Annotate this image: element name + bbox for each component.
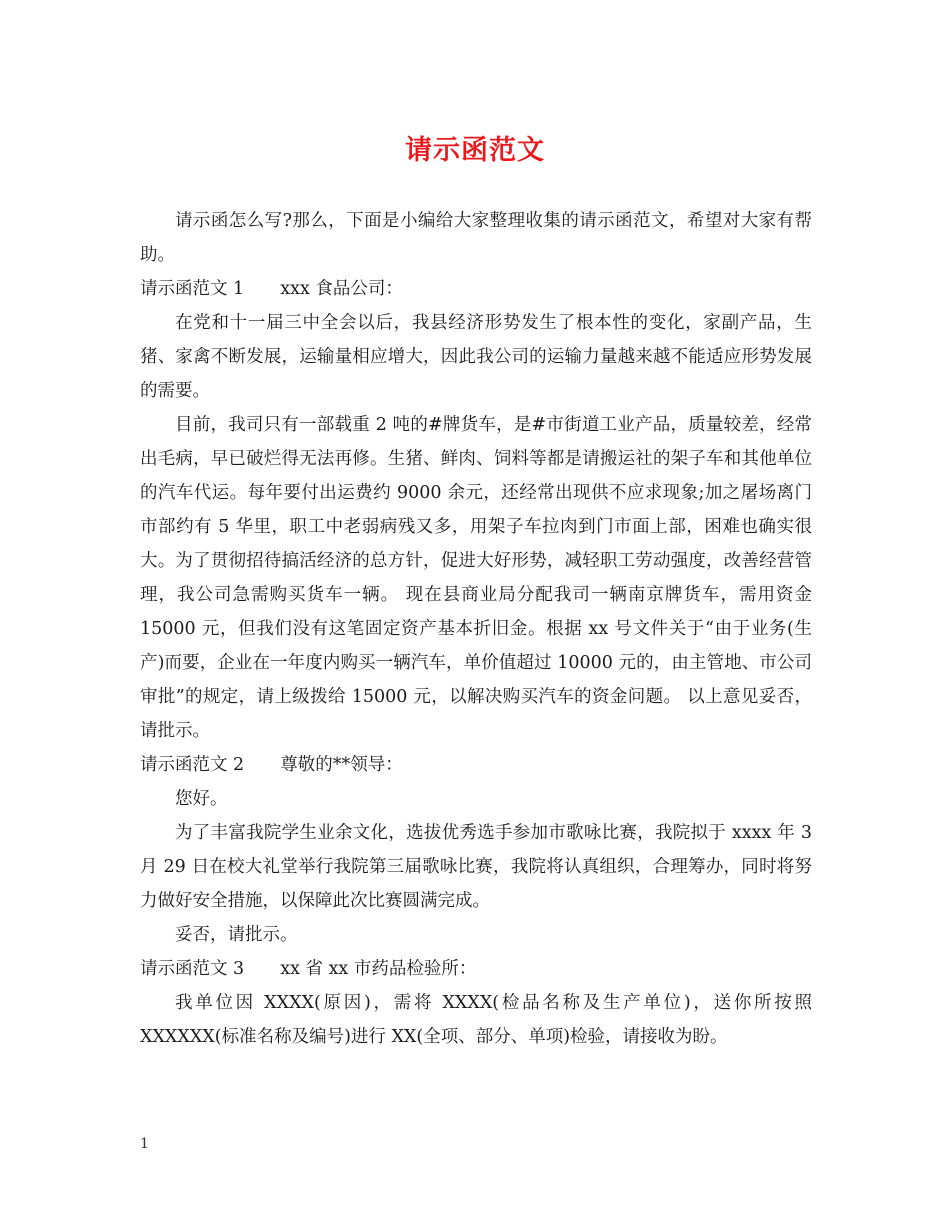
sample-3-label: 请示函范文 3 <box>140 959 245 979</box>
sample-2-closing: 妥否，请批示。 <box>175 925 298 945</box>
document-body <box>140 204 812 1054</box>
sample-3-paragraph-1: 我单位因 XXXX(原因)，需将 XXXX(检品名称及生产单位)，送你所按照 XXXXXX(标准名称及编号)进行 XX(全项、部分、单项)检验，请接收为盼。 <box>140 993 812 1047</box>
sample-1-addressee: xxx 食品公司： <box>280 279 403 299</box>
sample-1-heading <box>140 272 812 306</box>
sample-2-paragraph-1: 为了丰富我院学生业余文化，选拔优秀选手参加市歌咏比赛，我院拟于 xxxx 年 3 月 29 日在校大礼堂举行我院第三届歌咏比赛，我院将认真组织，合理筹办，同时将努力做好安全措施，以保障此次比赛圆满完成。 <box>140 823 812 911</box>
sample-1-paragraph-1: 在党和十一届三中全会以后，我县经济形势发生了根本性的变化，家副产品，生猪、家禽不断发展，运输量相应增大，因此我公司的运输力量越来越不能适应形势发展的需要。 <box>140 313 812 401</box>
intro-paragraph: 请示函怎么写?那么，下面是小编给大家整理收集的请示函范文，希望对大家有帮助。 <box>140 211 812 265</box>
sample-1-label: 请示函范文 1 <box>140 279 245 299</box>
sample-2-greeting: 您好。 <box>175 789 228 809</box>
sample-2-label: 请示函范文 2 <box>140 755 245 775</box>
sample-2-heading <box>140 748 812 782</box>
sample-3-heading <box>140 952 812 986</box>
document-title: 请示函范文 <box>405 135 545 166</box>
sample-2-addressee: 尊敬的**领导： <box>280 755 403 775</box>
sample-1-paragraph-2: 目前，我司只有一部载重 2 吨的#牌货车，是#市街道工业产品，质量较差，经常出毛病，早已破烂得无法再修。生猪、鲜肉、饲料等都是请搬运社的架子车和其他单位的汽车代运。每年要付出运费约 9000 余元，还经常出现供不应求现象;加之屠场离门市部约有 5 华里，职工中老弱病残又多，用架子车拉肉到门市面上部，困难也确实很大。为了贯彻招待搞活经济的总方针，促进大好形势，减轻职工劳动强度，改善经营管理，我公司急需购买货车一辆。 现在县商业局分配我司一辆南京牌货车，需用资金 15000 元，但我们没有这笔固定资产基本折旧金。根据 xx 号文件关于“由于业务(生产)而要，企业在一年度内购买一辆汽车，单价值超过 10000 元的，由主管地、市公司审批”的规定，请上级拨给 15000 元，以解决购买汽车的资金问题。 以上意见妥否，请批示。 <box>140 415 812 741</box>
sample-3-addressee: xx 省 xx 市药品检验所： <box>280 959 477 979</box>
page-number: 1 <box>140 1136 149 1152</box>
